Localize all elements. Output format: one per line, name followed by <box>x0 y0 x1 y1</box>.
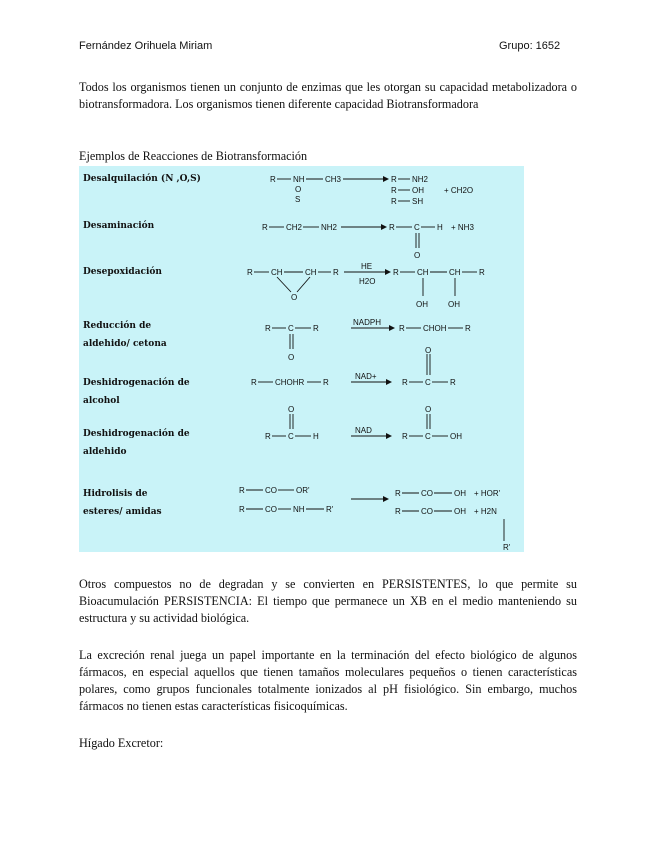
reaction-label-desepoxidacion: Desepoxidación <box>83 267 162 277</box>
svg-text:R': R' <box>503 543 511 552</box>
svg-text:O: O <box>425 405 432 414</box>
svg-text:CH: CH <box>417 268 429 277</box>
svg-text:SH: SH <box>412 197 424 206</box>
intro-paragraph: Todos los organismos tienen un conjunto de enzimas que les otorgan su capacidad metabolizadora o biotransformadora. Los organismos tienen diferente capacidad Biotransformadora <box>79 80 577 111</box>
reaction-label-reduccion-2: aldehido/ cetona <box>83 339 167 349</box>
svg-text:C: C <box>425 378 431 387</box>
svg-text:NH: NH <box>293 505 305 514</box>
reaction-6-structure <box>265 405 462 441</box>
svg-text:CH: CH <box>305 268 317 277</box>
svg-text:R: R <box>402 378 408 387</box>
reaction-label-hidrolisis-1: Hidrolisis de <box>83 489 148 499</box>
renal-excretion-paragraph: La excreción renal juega un papel importante en la terminación del efecto biológico de algunos fármacos, en especial aquellos que tienen tamaños moleculares pequeños o tienen características polares, como grupos funcionales totalmente ionizados al pH fisiológico. Sin embargo, muchos fármacos no tienen estas características fisicoquímicas. <box>79 648 577 713</box>
svg-text:NH: NH <box>293 175 305 184</box>
svg-text:R: R <box>393 268 399 277</box>
svg-text:OH: OH <box>412 186 424 195</box>
svg-text:CH: CH <box>449 268 461 277</box>
reagent-nadph: NADPH <box>353 318 382 327</box>
reagent-nad: NAD <box>355 426 372 435</box>
svg-text:O: O <box>291 293 298 302</box>
reactions-diagram <box>79 166 524 552</box>
svg-text:OH: OH <box>450 432 462 441</box>
svg-text:R: R <box>391 175 397 184</box>
reagent-nad-plus: NAD+ <box>355 372 377 381</box>
svg-text:R: R <box>402 432 408 441</box>
svg-text:C: C <box>425 432 431 441</box>
svg-text:CO: CO <box>265 486 277 495</box>
svg-text:CH: CH <box>271 268 283 277</box>
svg-text:O: O <box>288 405 295 414</box>
svg-text:R: R <box>389 223 395 232</box>
svg-text:R: R <box>450 378 456 387</box>
svg-text:OH: OH <box>416 300 428 309</box>
svg-text:R: R <box>265 432 271 441</box>
reaction-5-structure <box>251 346 456 387</box>
svg-text:NH2: NH2 <box>321 223 338 232</box>
reaction-1-structure <box>270 175 473 206</box>
svg-text:R: R <box>247 268 253 277</box>
svg-text:R: R <box>270 175 276 184</box>
svg-text:R: R <box>262 223 268 232</box>
reaction-label-reduccion-1: Reducción de <box>83 321 152 331</box>
svg-text:+ H2N: + H2N <box>474 507 497 516</box>
svg-text:CH3: CH3 <box>325 175 342 184</box>
liver-heading: Hígado Excretor: <box>79 736 164 750</box>
reaction-label-deshid-alcohol-1: Deshidrogenación de <box>83 378 190 388</box>
svg-text:CHOH: CHOH <box>423 324 447 333</box>
figure-title: Ejemplos de Reacciones de Biotransformación <box>79 149 308 163</box>
svg-text:+ NH3: + NH3 <box>451 223 474 232</box>
svg-text:CO: CO <box>421 489 433 498</box>
svg-text:R: R <box>323 378 329 387</box>
svg-text:R: R <box>479 268 485 277</box>
svg-text:O: O <box>288 353 295 362</box>
reaction-4-structure <box>265 318 471 362</box>
svg-text:R: R <box>239 505 245 514</box>
svg-text:R': R' <box>326 505 334 514</box>
svg-text:+ CH2O: + CH2O <box>444 186 474 195</box>
svg-text:R: R <box>395 489 401 498</box>
svg-text:R: R <box>313 324 319 333</box>
svg-text:O: O <box>414 251 421 260</box>
biotransformation-reactions-figure <box>79 166 524 552</box>
svg-text:OH: OH <box>454 507 466 516</box>
svg-text:H2O: H2O <box>359 277 376 286</box>
svg-text:H: H <box>313 432 319 441</box>
svg-text:CHOHR: CHOHR <box>275 378 305 387</box>
svg-text:R: R <box>265 324 271 333</box>
reaction-3-structure <box>247 262 485 309</box>
svg-text:R: R <box>399 324 405 333</box>
svg-text:R: R <box>391 197 397 206</box>
svg-text:H: H <box>437 223 443 232</box>
author-name: Fernández Orihuela Miriam <box>79 40 213 52</box>
reaction-label-deshid-alcohol-2: alcohol <box>83 396 120 406</box>
reaction-7-structure <box>239 486 511 552</box>
svg-text:CO: CO <box>265 505 277 514</box>
group-number: Grupo: 1652 <box>499 40 561 52</box>
svg-text:OH: OH <box>448 300 460 309</box>
svg-text:R: R <box>251 378 257 387</box>
svg-text:+ HOR': + HOR' <box>474 489 501 498</box>
reaction-label-deshid-aldehido-1: Deshidrogenación de <box>83 429 190 439</box>
svg-text:S: S <box>295 195 301 204</box>
svg-text:CO: CO <box>421 507 433 516</box>
svg-text:C: C <box>414 223 420 232</box>
reaction-label-desaminacion: Desaminación <box>83 221 155 231</box>
svg-text:R: R <box>333 268 339 277</box>
svg-text:CH2: CH2 <box>286 223 303 232</box>
svg-text:OH: OH <box>454 489 466 498</box>
svg-text:O: O <box>425 346 432 355</box>
svg-text:C: C <box>288 432 294 441</box>
reaction-label-desalquilacion: Desalquilación (N ,O,S) <box>83 174 201 184</box>
persistence-paragraph: Otros compuestos no de degradan y se convierten en PERSISTENTES, lo que permite su Bioacumulación PERSISTENCIA: El tiempo que permanece un XB en el medio manteniendo su estructura y su actividad biológica. <box>79 577 577 625</box>
svg-text:R: R <box>465 324 471 333</box>
svg-text:OR': OR' <box>296 486 310 495</box>
svg-text:C: C <box>288 324 294 333</box>
svg-text:HE: HE <box>361 262 373 271</box>
svg-text:R: R <box>395 507 401 516</box>
reaction-2-structure <box>262 223 474 260</box>
reaction-label-hidrolisis-2: esteres/ amidas <box>83 507 162 517</box>
svg-text:R: R <box>391 186 397 195</box>
svg-text:O: O <box>295 185 302 194</box>
reaction-label-deshid-aldehido-2: aldehido <box>83 447 127 457</box>
svg-text:NH2: NH2 <box>412 175 429 184</box>
svg-text:R: R <box>239 486 245 495</box>
